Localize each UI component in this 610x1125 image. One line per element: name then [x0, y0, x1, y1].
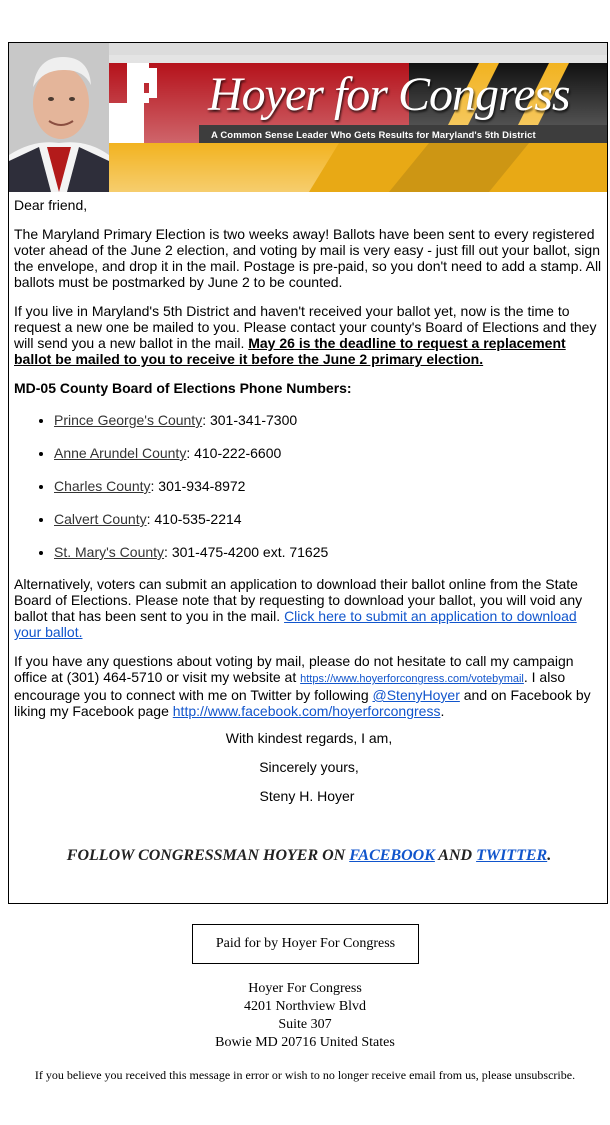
greeting: Dear friend, — [14, 197, 88, 213]
county-phone: : 410-535-2214 — [146, 511, 242, 527]
replacement-paragraph — [14, 303, 604, 367]
address-line: Hoyer For Congress — [248, 981, 362, 996]
phone-numbers-heading: MD-05 County Board of Elections Phone Numbers: — [14, 380, 352, 396]
follow-text: FOLLOW CONGRESSMAN HOYER ON — [66, 847, 350, 864]
county-phone-list — [14, 412, 604, 577]
address-line: 4201 Northview Blvd — [243, 999, 367, 1014]
header-banner — [9, 43, 608, 192]
signature: Steny H. Hoyer — [259, 788, 355, 804]
follow-text: . — [547, 847, 552, 864]
county-link-charles[interactable]: Charles County — [54, 478, 151, 494]
replacement-text: If you live in Maryland's 5th District and haven't received your ballot yet, now is the time to request a new one be mailed to you. Please contact your county's Board of Elections and they will send you a new ballot in the mail. — [14, 303, 597, 351]
paid-for-disclaimer: Paid for by Hoyer For Congress — [192, 924, 419, 964]
email-container — [8, 42, 608, 904]
follow-text: AND — [434, 847, 477, 864]
county-link-calvert[interactable]: Calvert County — [54, 511, 147, 527]
list-item — [54, 412, 604, 445]
questions-text: If you have any questions about voting by mail, please do not hesitate to call my campaign office at (301) 464-5710 or visit my website at — [14, 653, 574, 685]
questions-text: . I also encourage you to connect with me on Twitter by following — [14, 669, 566, 703]
list-item — [54, 478, 604, 511]
closing-regards: With kindest regards, I am, — [225, 730, 393, 746]
mailing-address — [0, 980, 610, 1052]
county-phone: : 301-934-8972 — [150, 478, 246, 494]
list-item — [54, 445, 604, 478]
website-link[interactable]: https://www.hoyerforcongress.com/votebymail — [300, 673, 524, 685]
county-link-st-marys[interactable]: St. Mary's County — [54, 544, 165, 560]
list-item — [54, 544, 604, 577]
closing-sincerely: Sincerely yours, — [259, 759, 359, 775]
county-phone: : 301-341-7300 — [202, 412, 298, 428]
address-line: Suite 307 — [278, 1017, 332, 1032]
follow-callout — [14, 847, 604, 865]
county-link-prince-georges[interactable]: Prince George's County — [54, 412, 203, 428]
questions-paragraph — [14, 653, 604, 719]
follow-twitter-link[interactable]: TWITTER — [476, 847, 548, 864]
twitter-handle-link[interactable]: @StenyHoyer — [372, 687, 460, 703]
alternative-paragraph — [14, 576, 604, 640]
brand-logo: Hoyer for Congress — [208, 68, 570, 121]
intro-paragraph: The Maryland Primary Election is two weeks away! Ballots have been sent to every registered voter ahead of the June 2 election, and voting by mail is very easy - just fill out your ballot, sign the envelope, and drop it in the mail. Postage is pre-paid, so you don't need to add a stamp. All ballots must be postmarked by June 2 to be counted. — [14, 226, 602, 290]
follow-facebook-link[interactable]: FACEBOOK — [349, 847, 435, 864]
download-ballot-link[interactable]: Click here to submit an application to download your ballot. — [14, 608, 577, 640]
address-line: Bowie MD 20716 United States — [215, 1035, 395, 1050]
list-item — [54, 511, 604, 544]
banner-tagline: A Common Sense Leader Who Gets Results for Maryland's 5th District — [211, 130, 536, 141]
county-phone: : 301-475-4200 ext. 71625 — [164, 544, 329, 560]
alternative-text: Alternatively, voters can submit an application to download their ballot online from the State Board of Elections. Please note that by requesting to download your ballot, you will void any ballot that has been sent to you in the mail. — [14, 576, 583, 624]
county-link-anne-arundel[interactable]: Anne Arundel County — [54, 445, 187, 461]
candidate-photo — [9, 43, 109, 192]
facebook-page-link[interactable]: http://www.facebook.com/hoyerforcongress — [172, 703, 441, 719]
questions-text: . — [440, 703, 445, 719]
county-phone: : 410-222-6600 — [186, 445, 282, 461]
deadline-notice: May 26 is the deadline to request a replacement ballot be mailed to you to receive it before the June 2 primary election. — [14, 335, 566, 367]
questions-text: and on Facebook by liking my Facebook page — [14, 687, 591, 719]
unsubscribe-notice[interactable]: If you believe you received this message in error or wish to no longer receive email from us, please unsubscribe. — [34, 1068, 576, 1082]
